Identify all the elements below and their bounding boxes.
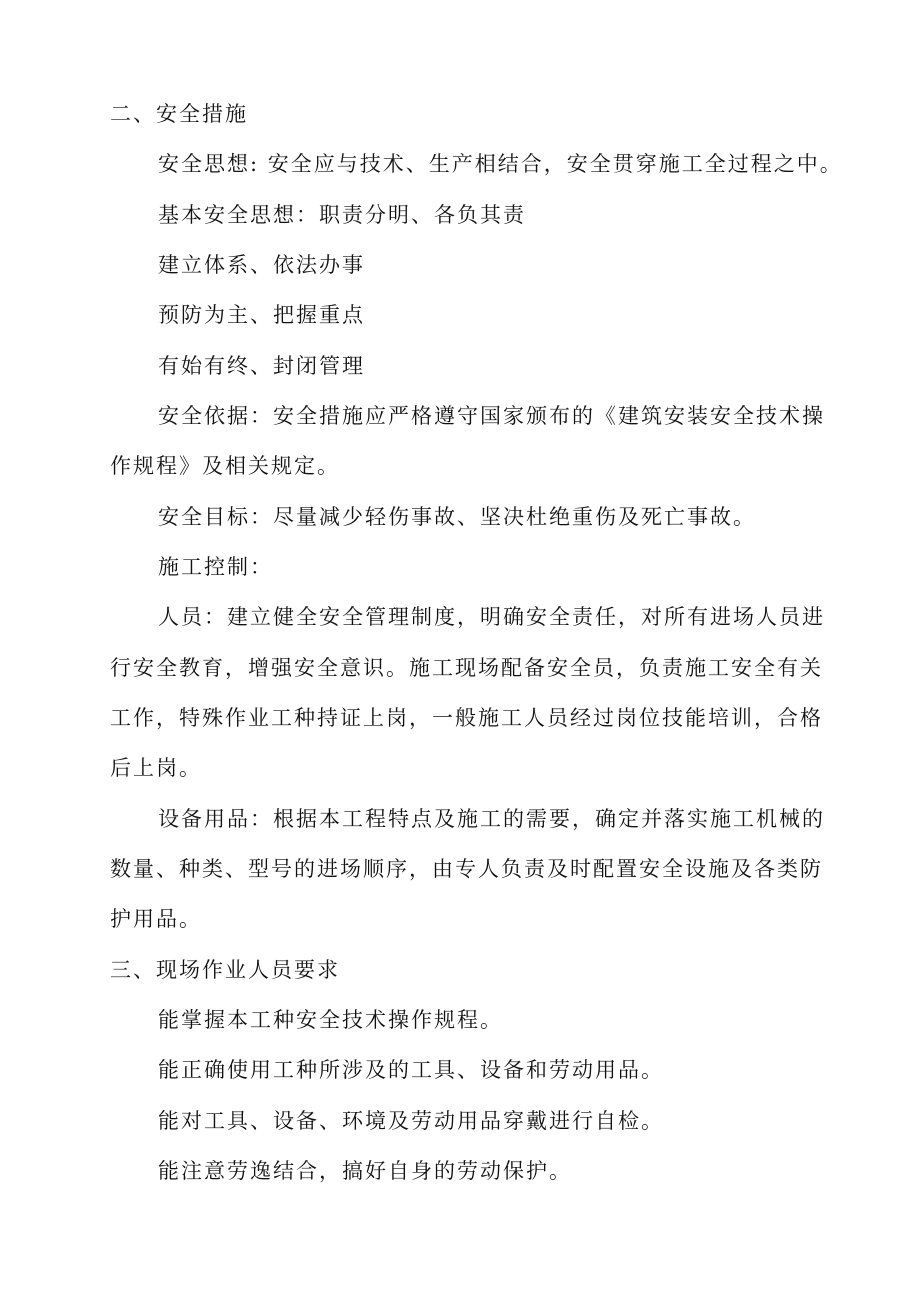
closed-management: 有始有终、封闭管理 <box>158 354 365 378</box>
safety-basis-line-2: 作规程》及相关规定。 <box>110 454 340 478</box>
equipment-line-1: 设备用品：根据本工程特点及施工的需要，确定并落实施工机械的 <box>158 807 825 831</box>
requirement-3: 能对工具、设备、环境及劳动用品穿戴进行自检。 <box>158 1109 664 1133</box>
requirement-4: 能注意劳逸结合，搞好自身的劳动保护。 <box>158 1159 572 1183</box>
safety-thought: 安全思想: 安全应与技术、生产相结合，安全贯穿施工全过程之中。 <box>158 152 843 176</box>
establish-system: 建立体系、依法办事 <box>158 253 365 277</box>
equipment-line-3: 护用品。 <box>110 907 202 931</box>
personnel-line-4: 后上岗。 <box>110 756 202 780</box>
safety-basis-line-1: 安全依据：安全措施应严格遵守国家颁布的《建筑安装安全技术操 <box>158 404 825 428</box>
personnel-line-3: 工作，特殊作业工种持证上岗，一般施工人员经过岗位技能培训，合格 <box>110 706 823 730</box>
section-2-heading: 二、安全措施 <box>110 102 248 126</box>
requirement-2: 能正确使用工种所涉及的工具、设备和劳动用品。 <box>158 1058 664 1082</box>
construction-control-title: 施工控制： <box>158 555 273 579</box>
requirement-1: 能掌握本工种安全技术操作规程。 <box>158 1008 503 1032</box>
basic-safety-thought: 基本安全思想：职责分明、各负其责 <box>158 203 526 227</box>
safety-goal: 安全目标：尽量减少轻伤事故、坚决杜绝重伤及死亡事故。 <box>158 505 756 529</box>
personnel-line-1: 人员：建立健全安全管理制度，明确安全责任，对所有进场人员进 <box>158 605 825 629</box>
equipment-line-2: 数量、种类、型号的进场顺序，由专人负责及时配置安全设施及各类防 <box>110 857 823 881</box>
section-3-heading: 三、现场作业人员要求 <box>110 958 340 982</box>
personnel-line-2: 行安全教育，增强安全意识。施工现场配备安全员，负责施工安全有关 <box>110 656 823 680</box>
prevention-first: 预防为主、把握重点 <box>158 303 365 327</box>
